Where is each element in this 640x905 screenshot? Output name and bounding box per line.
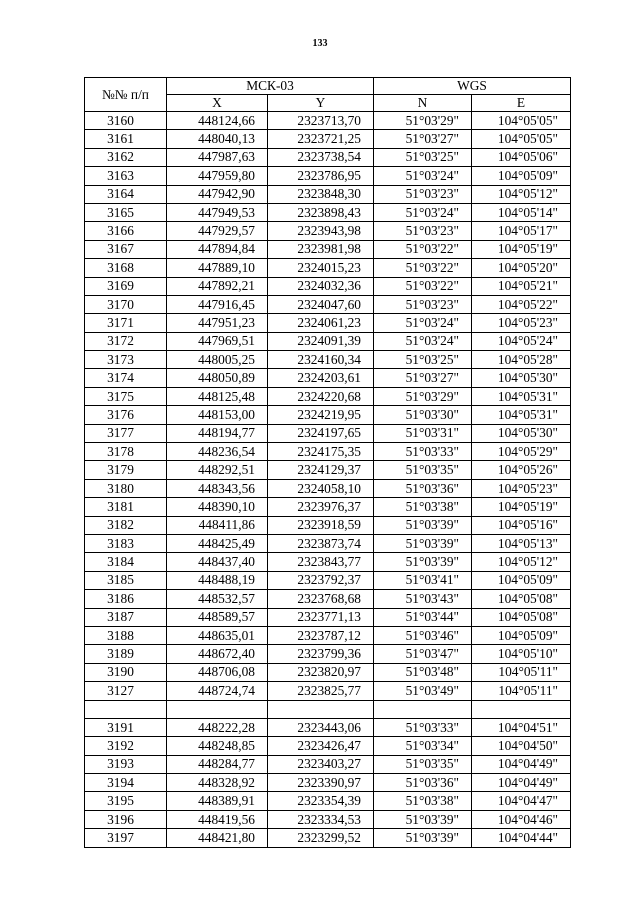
cell-index: 3181 <box>85 498 167 516</box>
cell-e: 104°05'23" <box>472 479 571 497</box>
table-row <box>85 792 571 810</box>
cell-x: 448706,08 <box>167 663 268 681</box>
cell-e: 104°05'06" <box>472 148 571 166</box>
table-row <box>85 351 571 369</box>
cell-n: 51°03'39" <box>374 553 472 571</box>
cell-index: 3163 <box>85 167 167 185</box>
table-header <box>85 78 571 112</box>
table-row <box>85 130 571 148</box>
cell-e: 104°05'05" <box>472 130 571 148</box>
cell-x: 447889,10 <box>167 259 268 277</box>
cell-e <box>472 700 571 718</box>
table-row <box>85 534 571 552</box>
cell-e: 104°05'31" <box>472 406 571 424</box>
cell-y: 2323787,12 <box>268 626 374 644</box>
table-row <box>85 755 571 773</box>
cell-n: 51°03'22" <box>374 277 472 295</box>
cell-x: 448589,57 <box>167 608 268 626</box>
cell-y: 2323820,97 <box>268 663 374 681</box>
cell-n: 51°03'31" <box>374 424 472 442</box>
cell-y: 2323299,52 <box>268 829 374 847</box>
cell-index: 3197 <box>85 829 167 847</box>
cell-y: 2323843,77 <box>268 553 374 571</box>
cell-index: 3162 <box>85 148 167 166</box>
cell-x: 448419,56 <box>167 810 268 828</box>
cell-y: 2324058,10 <box>268 479 374 497</box>
table-row <box>85 424 571 442</box>
cell-y: 2324129,37 <box>268 461 374 479</box>
cell-n: 51°03'29" <box>374 387 472 405</box>
table-body <box>85 112 571 848</box>
cell-e: 104°05'14" <box>472 203 571 221</box>
cell-n: 51°03'27" <box>374 130 472 148</box>
cell-y: 2323898,43 <box>268 203 374 221</box>
cell-e: 104°05'19" <box>472 240 571 258</box>
table-row <box>85 608 571 626</box>
cell-x: 448328,92 <box>167 774 268 792</box>
header-msk-group: МСК-03 <box>167 78 374 95</box>
cell-x: 448124,66 <box>167 112 268 130</box>
header-wgs-group: WGS <box>374 78 571 95</box>
page-number: 133 <box>312 38 328 49</box>
cell-x: 448292,51 <box>167 461 268 479</box>
cell-x: 447942,90 <box>167 185 268 203</box>
cell-y: 2324175,35 <box>268 443 374 461</box>
cell-index: 3185 <box>85 571 167 589</box>
cell-index: 3180 <box>85 479 167 497</box>
cell-x: 448411,86 <box>167 516 268 534</box>
cell-e: 104°05'12" <box>472 185 571 203</box>
cell-y: 2323825,77 <box>268 682 374 700</box>
cell-y: 2324032,36 <box>268 277 374 295</box>
cell-x: 447892,21 <box>167 277 268 295</box>
cell-n: 51°03'48" <box>374 663 472 681</box>
cell-e: 104°05'24" <box>472 332 571 350</box>
cell-y: 2323721,25 <box>268 130 374 148</box>
cell-e: 104°05'22" <box>472 295 571 313</box>
cell-x: 448421,80 <box>167 829 268 847</box>
cell-y: 2324015,23 <box>268 259 374 277</box>
cell-n: 51°03'29" <box>374 112 472 130</box>
cell-x: 447916,45 <box>167 295 268 313</box>
cell-y: 2324061,23 <box>268 314 374 332</box>
table-row <box>85 295 571 313</box>
cell-n: 51°03'44" <box>374 608 472 626</box>
cell-x: 448425,49 <box>167 534 268 552</box>
cell-n: 51°03'47" <box>374 645 472 663</box>
cell-y: 2324091,39 <box>268 332 374 350</box>
cell-x: 448672,40 <box>167 645 268 663</box>
cell-n: 51°03'22" <box>374 240 472 258</box>
cell-e: 104°05'19" <box>472 498 571 516</box>
cell-index: 3169 <box>85 277 167 295</box>
cell-y: 2323848,30 <box>268 185 374 203</box>
cell-y: 2323390,97 <box>268 774 374 792</box>
cell-y: 2323768,68 <box>268 590 374 608</box>
cell-x: 447951,23 <box>167 314 268 332</box>
cell-e: 104°04'50" <box>472 737 571 755</box>
cell-e: 104°05'11" <box>472 682 571 700</box>
cell-index: 3183 <box>85 534 167 552</box>
cell-index: 3164 <box>85 185 167 203</box>
cell-y <box>268 700 374 718</box>
cell-n <box>374 700 472 718</box>
cell-x: 447949,53 <box>167 203 268 221</box>
cell-x: 447987,63 <box>167 148 268 166</box>
cell-e: 104°05'16" <box>472 516 571 534</box>
cell-x: 448153,00 <box>167 406 268 424</box>
cell-y: 2323771,13 <box>268 608 374 626</box>
cell-e: 104°04'44" <box>472 829 571 847</box>
cell-n: 51°03'41" <box>374 571 472 589</box>
table-row <box>85 167 571 185</box>
cell-index: 3184 <box>85 553 167 571</box>
cell-n: 51°03'25" <box>374 148 472 166</box>
table-row <box>85 387 571 405</box>
cell-y: 2323403,27 <box>268 755 374 773</box>
cell-index: 3165 <box>85 203 167 221</box>
cell-e: 104°05'12" <box>472 553 571 571</box>
cell-x <box>167 700 268 718</box>
cell-x: 448222,28 <box>167 718 268 736</box>
table-row <box>85 479 571 497</box>
cell-e: 104°05'08" <box>472 608 571 626</box>
cell-x: 448488,19 <box>167 571 268 589</box>
table-row <box>85 461 571 479</box>
table-row <box>85 443 571 461</box>
cell-y: 2323738,54 <box>268 148 374 166</box>
cell-y: 2323354,39 <box>268 792 374 810</box>
cell-index: 3189 <box>85 645 167 663</box>
cell-x: 447969,51 <box>167 332 268 350</box>
header-e: E <box>472 95 571 112</box>
cell-index: 3172 <box>85 332 167 350</box>
table-row <box>85 185 571 203</box>
cell-x: 448635,01 <box>167 626 268 644</box>
header-n: N <box>374 95 472 112</box>
table-row <box>85 810 571 828</box>
table-row <box>85 737 571 755</box>
table-row <box>85 516 571 534</box>
cell-e: 104°04'51" <box>472 718 571 736</box>
cell-e: 104°05'21" <box>472 277 571 295</box>
cell-e: 104°05'11" <box>472 663 571 681</box>
cell-index: 3187 <box>85 608 167 626</box>
cell-e: 104°04'49" <box>472 774 571 792</box>
cell-x: 447959,80 <box>167 167 268 185</box>
cell-index: 3175 <box>85 387 167 405</box>
cell-n: 51°03'23" <box>374 295 472 313</box>
cell-n: 51°03'38" <box>374 792 472 810</box>
cell-e: 104°05'09" <box>472 571 571 589</box>
cell-x: 447929,57 <box>167 222 268 240</box>
cell-index: 3179 <box>85 461 167 479</box>
cell-y: 2324203,61 <box>268 369 374 387</box>
cell-n: 51°03'39" <box>374 516 472 534</box>
cell-y: 2323943,98 <box>268 222 374 240</box>
cell-x: 448248,85 <box>167 737 268 755</box>
cell-index: 3160 <box>85 112 167 130</box>
table-row <box>85 112 571 130</box>
cell-index: 3127 <box>85 682 167 700</box>
cell-n: 51°03'39" <box>374 810 472 828</box>
cell-index: 3177 <box>85 424 167 442</box>
cell-n: 51°03'25" <box>374 351 472 369</box>
cell-e: 104°05'13" <box>472 534 571 552</box>
header-x: X <box>167 95 268 112</box>
cell-index: 3182 <box>85 516 167 534</box>
cell-index: 3188 <box>85 626 167 644</box>
cell-y: 2324160,34 <box>268 351 374 369</box>
cell-e: 104°05'28" <box>472 351 571 369</box>
cell-e: 104°05'17" <box>472 222 571 240</box>
cell-y: 2324047,60 <box>268 295 374 313</box>
table-row <box>85 148 571 166</box>
cell-index: 3178 <box>85 443 167 461</box>
cell-e: 104°05'29" <box>472 443 571 461</box>
table-row <box>85 553 571 571</box>
cell-y: 2323792,37 <box>268 571 374 589</box>
cell-n: 51°03'24" <box>374 314 472 332</box>
table-row <box>85 203 571 221</box>
table-row <box>85 406 571 424</box>
cell-n: 51°03'33" <box>374 443 472 461</box>
cell-y: 2323873,74 <box>268 534 374 552</box>
cell-e: 104°05'09" <box>472 626 571 644</box>
cell-e: 104°05'30" <box>472 424 571 442</box>
cell-n: 51°03'30" <box>374 406 472 424</box>
cell-index: 3191 <box>85 718 167 736</box>
cell-n: 51°03'24" <box>374 203 472 221</box>
cell-n: 51°03'23" <box>374 222 472 240</box>
cell-x: 448005,25 <box>167 351 268 369</box>
cell-n: 51°03'46" <box>374 626 472 644</box>
cell-e: 104°05'23" <box>472 314 571 332</box>
cell-y: 2323443,06 <box>268 718 374 736</box>
cell-index: 3166 <box>85 222 167 240</box>
cell-index: 3195 <box>85 792 167 810</box>
table-row <box>85 222 571 240</box>
table-row <box>85 332 571 350</box>
table-row <box>85 645 571 663</box>
cell-x: 448125,48 <box>167 387 268 405</box>
table-row <box>85 829 571 847</box>
table-row <box>85 663 571 681</box>
cell-n: 51°03'34" <box>374 737 472 755</box>
cell-index: 3174 <box>85 369 167 387</box>
cell-y: 2323799,36 <box>268 645 374 663</box>
cell-e: 104°04'46" <box>472 810 571 828</box>
cell-y: 2323918,59 <box>268 516 374 534</box>
cell-n: 51°03'35" <box>374 461 472 479</box>
cell-e: 104°05'26" <box>472 461 571 479</box>
table-row <box>85 259 571 277</box>
cell-y: 2323981,98 <box>268 240 374 258</box>
cell-index: 3171 <box>85 314 167 332</box>
cell-index: 3167 <box>85 240 167 258</box>
table-row <box>85 626 571 644</box>
cell-n: 51°03'33" <box>374 718 472 736</box>
cell-n: 51°03'36" <box>374 479 472 497</box>
cell-index: 3194 <box>85 774 167 792</box>
cell-x: 448390,10 <box>167 498 268 516</box>
cell-index: 3190 <box>85 663 167 681</box>
cell-index: 3192 <box>85 737 167 755</box>
table-row <box>85 314 571 332</box>
table-row <box>85 498 571 516</box>
cell-n: 51°03'39" <box>374 534 472 552</box>
cell-n: 51°03'22" <box>374 259 472 277</box>
cell-y: 2324220,68 <box>268 387 374 405</box>
cell-n: 51°03'39" <box>374 829 472 847</box>
table-row <box>85 369 571 387</box>
table-row <box>85 682 571 700</box>
cell-index: 3170 <box>85 295 167 313</box>
table-row <box>85 700 571 718</box>
cell-x: 448284,77 <box>167 755 268 773</box>
cell-e: 104°05'20" <box>472 259 571 277</box>
cell-y: 2323426,47 <box>268 737 374 755</box>
header-index: №№ п/п <box>85 78 167 112</box>
cell-x: 448194,77 <box>167 424 268 442</box>
cell-index: 3161 <box>85 130 167 148</box>
cell-n: 51°03'38" <box>374 498 472 516</box>
cell-x: 448040,13 <box>167 130 268 148</box>
cell-e: 104°04'49" <box>472 755 571 773</box>
cell-e: 104°05'08" <box>472 590 571 608</box>
cell-n: 51°03'43" <box>374 590 472 608</box>
cell-y: 2323976,37 <box>268 498 374 516</box>
cell-index <box>85 700 167 718</box>
cell-e: 104°05'05" <box>472 112 571 130</box>
cell-y: 2323334,53 <box>268 810 374 828</box>
cell-x: 448389,91 <box>167 792 268 810</box>
table-row <box>85 774 571 792</box>
cell-index: 3173 <box>85 351 167 369</box>
cell-y: 2323713,70 <box>268 112 374 130</box>
cell-y: 2324219,95 <box>268 406 374 424</box>
cell-n: 51°03'24" <box>374 332 472 350</box>
cell-n: 51°03'24" <box>374 167 472 185</box>
cell-e: 104°05'31" <box>472 387 571 405</box>
cell-e: 104°05'30" <box>472 369 571 387</box>
cell-e: 104°05'10" <box>472 645 571 663</box>
cell-x: 448236,54 <box>167 443 268 461</box>
cell-index: 3196 <box>85 810 167 828</box>
cell-index: 3168 <box>85 259 167 277</box>
cell-x: 448724,74 <box>167 682 268 700</box>
table-row <box>85 718 571 736</box>
coordinates-table <box>84 77 571 848</box>
cell-e: 104°05'09" <box>472 167 571 185</box>
cell-x: 448343,56 <box>167 479 268 497</box>
table-row <box>85 590 571 608</box>
header-y: Y <box>268 95 374 112</box>
cell-x: 448050,89 <box>167 369 268 387</box>
cell-e: 104°04'47" <box>472 792 571 810</box>
cell-x: 448437,40 <box>167 553 268 571</box>
cell-n: 51°03'27" <box>374 369 472 387</box>
cell-n: 51°03'36" <box>374 774 472 792</box>
table-row <box>85 240 571 258</box>
cell-y: 2324197,65 <box>268 424 374 442</box>
cell-x: 448532,57 <box>167 590 268 608</box>
cell-index: 3176 <box>85 406 167 424</box>
cell-index: 3186 <box>85 590 167 608</box>
table-row <box>85 571 571 589</box>
cell-y: 2323786,95 <box>268 167 374 185</box>
cell-n: 51°03'35" <box>374 755 472 773</box>
table-row <box>85 277 571 295</box>
cell-n: 51°03'49" <box>374 682 472 700</box>
cell-x: 447894,84 <box>167 240 268 258</box>
cell-n: 51°03'23" <box>374 185 472 203</box>
cell-index: 3193 <box>85 755 167 773</box>
